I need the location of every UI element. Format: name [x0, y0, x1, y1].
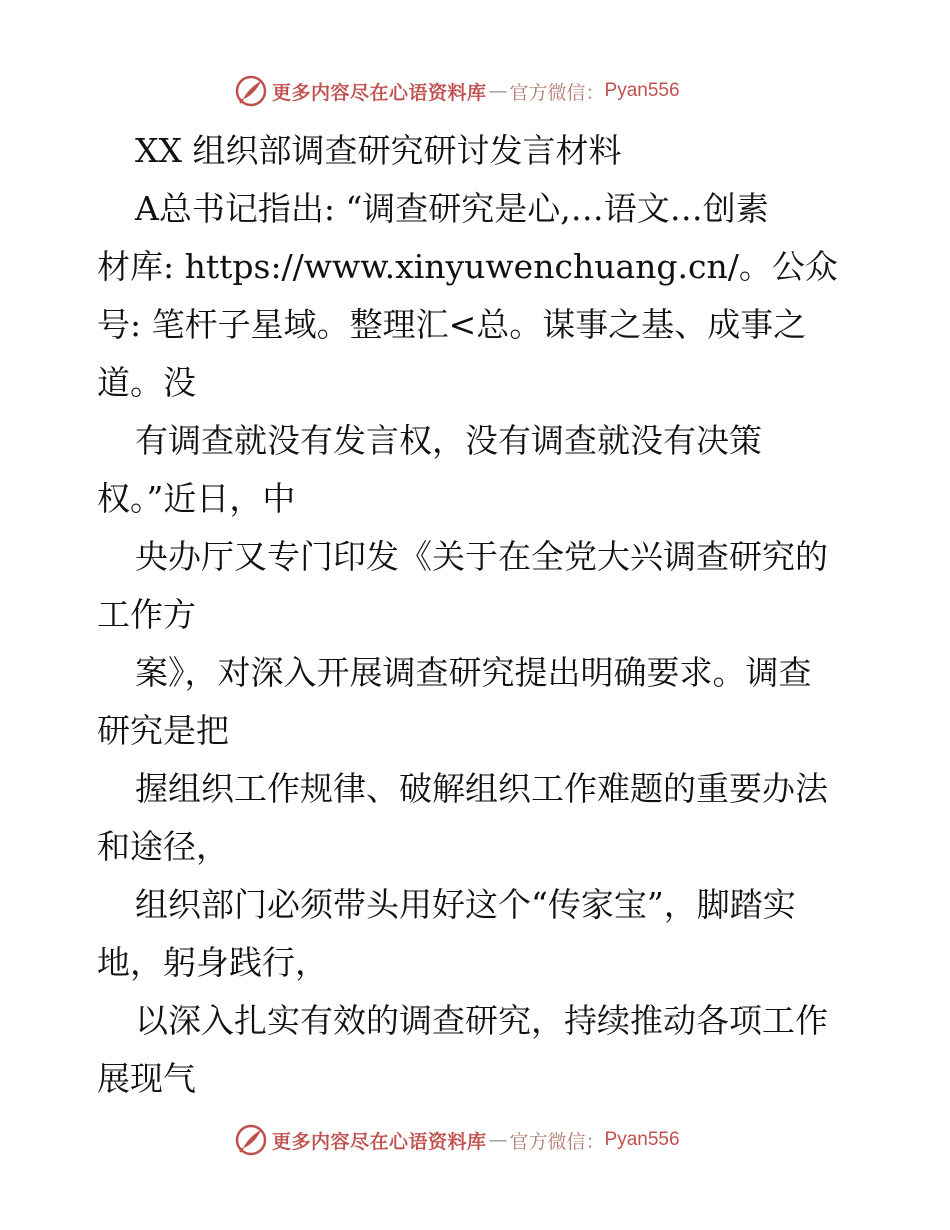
header-banner	[234, 73, 680, 109]
banner-text: 更多内容尽在心语资料库	[272, 1130, 487, 1153]
footer-banner	[234, 1122, 680, 1158]
paragraph-line: 握组织工作规律、破解组织工作难题的重要办法	[135, 769, 828, 808]
banner-wechat-id: Pyan556	[604, 80, 680, 101]
document-title: XX 组织部调查研究研讨发言材料	[135, 131, 622, 170]
paragraph-line: 有调查就没有发言权，没有调查就没有决策	[135, 421, 762, 460]
paragraph-line: 号: 笔杆子星域。整理汇<总。谋事之基、成事之	[97, 305, 807, 344]
paragraph-line: 展现气	[97, 1059, 196, 1098]
paragraph-line: 研究是把	[97, 711, 229, 750]
paragraph-line: A总书记指出: “调查研究是心,…语文…创素	[135, 189, 769, 228]
paragraph-line: 材库: https://www.xinyuwenchuang.cn/。公众	[97, 247, 838, 286]
quill-pen-logo-icon	[234, 74, 268, 108]
banner-dash: —	[488, 80, 508, 102]
banner-wechat-label: 官方微信：	[509, 81, 605, 104]
banner-wechat-id: Pyan556	[604, 1129, 680, 1150]
paragraph-line: 以深入扎实有效的调查研究，持续推动各项工作	[135, 1001, 828, 1040]
paragraph-line: 和途径，	[97, 827, 229, 866]
paragraph-line: 央办厅又专门印发《关于在全党大兴调查研究的	[135, 537, 828, 576]
paragraph-line: 工作方	[97, 595, 196, 634]
quill-pen-logo-icon	[234, 1123, 268, 1157]
banner-wechat-label: 官方微信：	[509, 1130, 605, 1153]
paragraph-line: 道。没	[97, 363, 196, 402]
paragraph-line: 组织部门必须带头用好这个“传家宝”，脚踏实	[135, 885, 796, 924]
paragraph-line: 案》，对深入开展调查研究提出明确要求。调查	[135, 653, 812, 692]
banner-dash: —	[488, 1129, 508, 1151]
paragraph-line: 地，躬身践行，	[97, 943, 328, 982]
document-body	[97, 122, 857, 1108]
paragraph-line: 权。”近日，中	[97, 479, 296, 518]
banner-text: 更多内容尽在心语资料库	[272, 81, 487, 104]
